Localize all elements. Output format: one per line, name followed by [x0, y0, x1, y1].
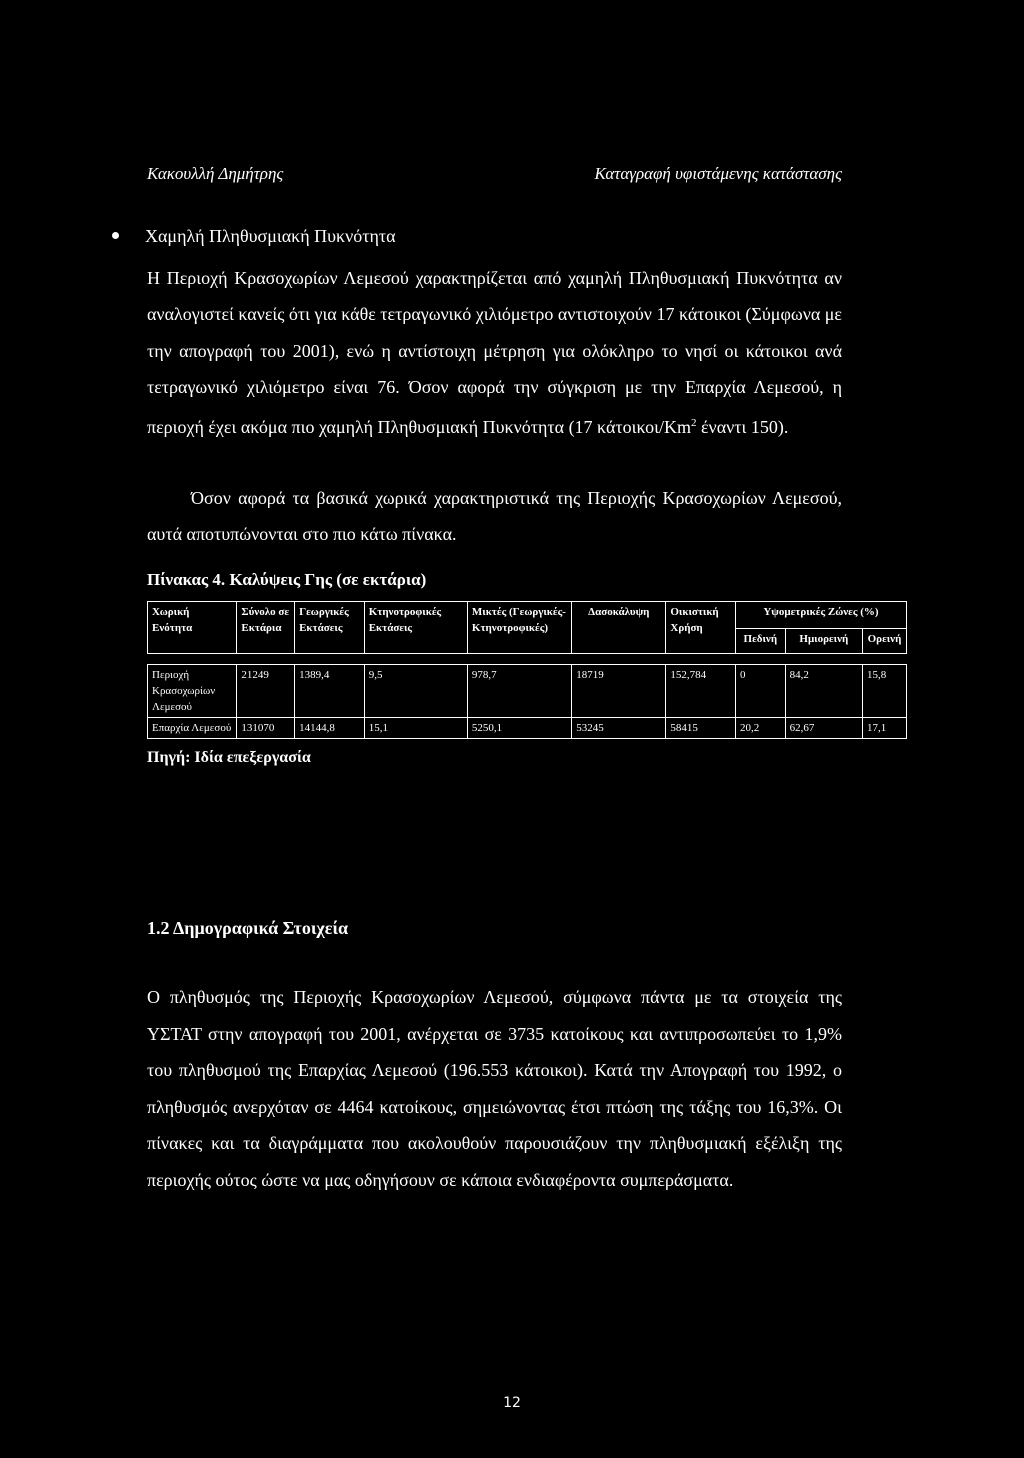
bullet-heading-text: Χαμηλή Πληθυσμιακή Πυκνότητα — [145, 226, 396, 246]
page-number: 12 — [503, 1395, 521, 1411]
table-spacer — [148, 654, 907, 665]
cell-forest: 18719 — [572, 665, 666, 718]
cell-livestock: 15,1 — [364, 718, 467, 739]
cell-mountain: 17,1 — [862, 718, 906, 739]
paragraph-spatial: Όσον αφορά τα βασικά χωρικά χαρακτηριστικά της Περιοχής Κρασοχωρίων Λεμεσού, αυτά αποτυπώνονται στο πιο κάτω πίνακα. — [147, 488, 842, 545]
cell-forest: 53245 — [572, 718, 666, 739]
cell-livestock: 9,5 — [364, 665, 467, 718]
cell-agri: 1389,4 — [295, 665, 365, 718]
cell-plain: 0 — [735, 665, 785, 718]
cell-agri: 14144,8 — [295, 718, 365, 739]
paragraph-density — [147, 260, 842, 445]
header-semi: Ημιορεινή — [785, 629, 862, 654]
superscript-2: 2 — [691, 417, 697, 430]
table-caption-label: Πίνακας 4. — [147, 570, 226, 589]
land-cover-table — [147, 601, 907, 739]
header-mixed: Μικτές (Γεωργικές-Κτηνοτροφικές) — [467, 602, 571, 654]
header-plain: Πεδινή — [735, 629, 785, 654]
header-unit: Χωρική Ενότητα — [148, 602, 237, 654]
header-residential: Οικιστική Χρήση — [666, 602, 736, 654]
header-livestock: Κτηνοτροφικές Εκτάσεις — [364, 602, 467, 654]
cell-total: 131070 — [237, 718, 295, 739]
header-agri: Γεωργικές Εκτάσεις — [295, 602, 365, 654]
bullet-heading — [112, 226, 396, 247]
cell-semi: 62,67 — [785, 718, 862, 739]
cell-semi: 84,2 — [785, 665, 862, 718]
table-caption — [147, 570, 426, 590]
section-heading: 1.2 Δημογραφικά Στοιχεία — [147, 918, 349, 938]
table-row — [148, 718, 907, 739]
cell-unit: Επαρχία Λεμεσού — [148, 718, 237, 739]
table-caption-title: Καλύψεις Γης (σε εκτάρια) — [225, 570, 427, 589]
paragraph-population: Ο πληθυσμός της Περιοχής Κρασοχωρίων Λεμεσού, σύμφωνα πάντα με τα στοιχεία της ΥΣΤΑΤ στην απογραφή του 2001, ανέρχεται σε 3735 κατοίκους και αντιπροσωπεύει το 1,9% του πληθυσμού της Επαρχίας Λεμεσού (196.553 κάτοικοι). Κατά την Απογραφή του 1992, ο πληθυσμός ανερχόταν σε 4464 κατοίκους, σημειώνοντας έτσι πτώση της τάξης του 16,3%. Οι πίνακες και τα διαγράμματα που ακολουθούν παρουσιάζουν την πληθυσμιακή εξέλιξη της περιοχής ούτος ώστε να μας οδηγήσουν σε κάποια ενδιαφέροντα συμπεράσματα. — [147, 987, 842, 1190]
cell-plain: 20,2 — [735, 718, 785, 739]
bullet-dot-icon — [112, 232, 119, 239]
cell-residential: 152,784 — [666, 665, 736, 718]
header-author: Κακουλλή Δημήτρης — [147, 164, 284, 183]
cell-mixed: 978,7 — [467, 665, 571, 718]
cell-mixed: 5250,1 — [467, 718, 571, 739]
header-zones: Υψομετρικές Ζώνες (%) — [735, 602, 906, 629]
cell-unit: Περιοχή Κρασοχωρίων Λεμεσού — [148, 665, 237, 718]
header-mountain: Ορεινή — [862, 629, 906, 654]
cell-mountain: 15,8 — [862, 665, 906, 718]
cell-residential: 58415 — [666, 718, 736, 739]
header-forest: Δασοκάλυψη — [572, 602, 666, 654]
paragraph-density-text-b: έναντι 150). — [696, 417, 789, 438]
table-source: Πηγή: Ιδία επεξεργασία — [147, 749, 311, 766]
cell-total: 21249 — [237, 665, 295, 718]
table-header-row — [148, 602, 907, 629]
paragraph-density-text-a: Η Περιοχή Κρασοχωρίων Λεμεσού χαρακτηρίζεται από χαμηλή Πληθυσμιακή Πυκνότητα αν αναλογιστεί κανείς ότι για κάθε τετραγωνικό χιλιόμετρο αντιστοιχούν 17 κάτοικοι (Σύμφωνα με την απογραφή του 2001), ενώ η αντίστοιχη μέτρηση για ολόκληρο το νησί οι κάτοικοι ανά τετραγωνικό χιλιόμετρο είναι 76. Όσον αφορά την σύγκριση με την Επαρχία Λεμεσού, η περιοχή έχει ακόμα πιο χαμηλή Πληθυσμιακή Πυκνότητα (17 κάτοικοι/Km — [147, 268, 842, 438]
header-total: Σύνολο σε Εκτάρια — [237, 602, 295, 654]
header-title: Καταγραφή υφιστάμενης κατάστασης — [594, 164, 842, 183]
table-row — [148, 665, 907, 718]
